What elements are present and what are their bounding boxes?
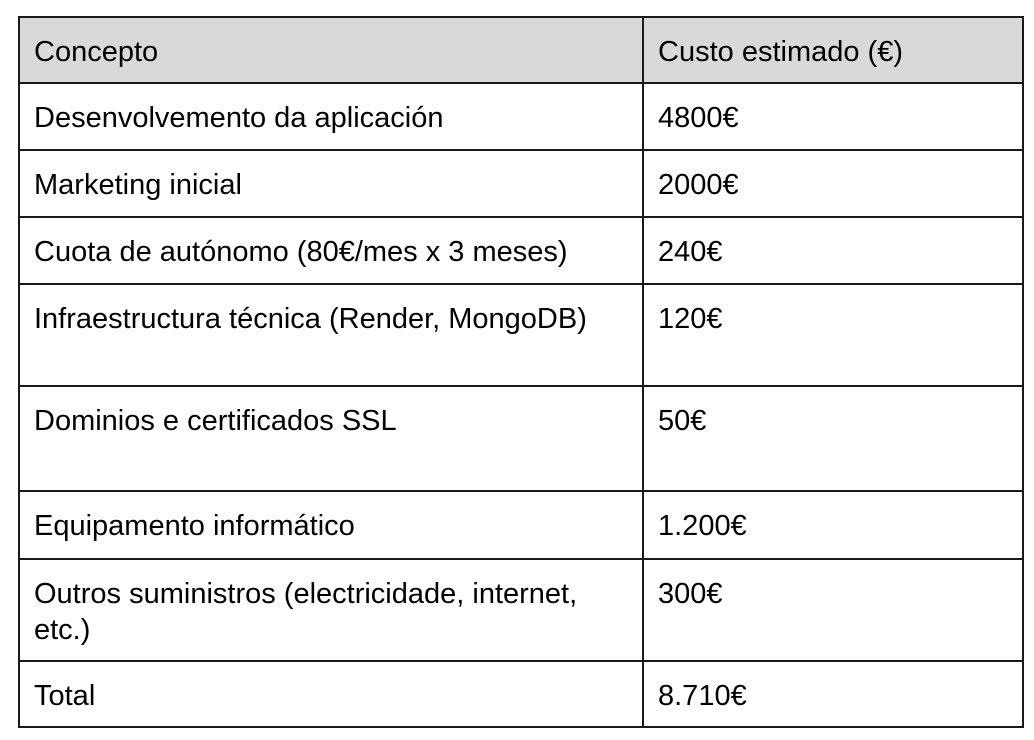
table-row [19, 217, 1023, 284]
cell-cost: 50€ [643, 386, 1023, 491]
cell-cost: 4800€ [643, 83, 1023, 150]
cell-concept: Dominios e certificados SSL [19, 386, 643, 491]
cell-concept-total: Total [19, 661, 643, 727]
table-row [19, 559, 1023, 661]
cell-cost: 300€ [643, 559, 1023, 661]
cell-concept: Cuota de autónomo (80€/mes x 3 meses) [19, 217, 643, 284]
cell-concept: Outros suministros (electricidade, internet, etc.) [19, 559, 643, 661]
cell-cost-total: 8.710€ [643, 661, 1023, 727]
cell-cost: 240€ [643, 217, 1023, 284]
header-estimated-cost: Custo estimado (€) [643, 17, 1023, 83]
cell-concept: Infraestructura técnica (Render, MongoDB) [19, 284, 643, 386]
table-row [19, 284, 1023, 386]
table-row [19, 83, 1023, 150]
table-row [19, 386, 1023, 491]
cell-cost: 120€ [643, 284, 1023, 386]
cell-cost: 2000€ [643, 150, 1023, 217]
table-row-total [19, 661, 1023, 727]
cost-table [18, 16, 1024, 728]
cell-concept: Marketing inicial [19, 150, 643, 217]
table-header-row [19, 17, 1023, 83]
cell-concept: Equipamento informático [19, 491, 643, 559]
cell-concept: Desenvolvemento da aplicación [19, 83, 643, 150]
cell-cost: 1.200€ [643, 491, 1023, 559]
table-row [19, 150, 1023, 217]
header-concept: Concepto [19, 17, 643, 83]
table-row [19, 491, 1023, 559]
